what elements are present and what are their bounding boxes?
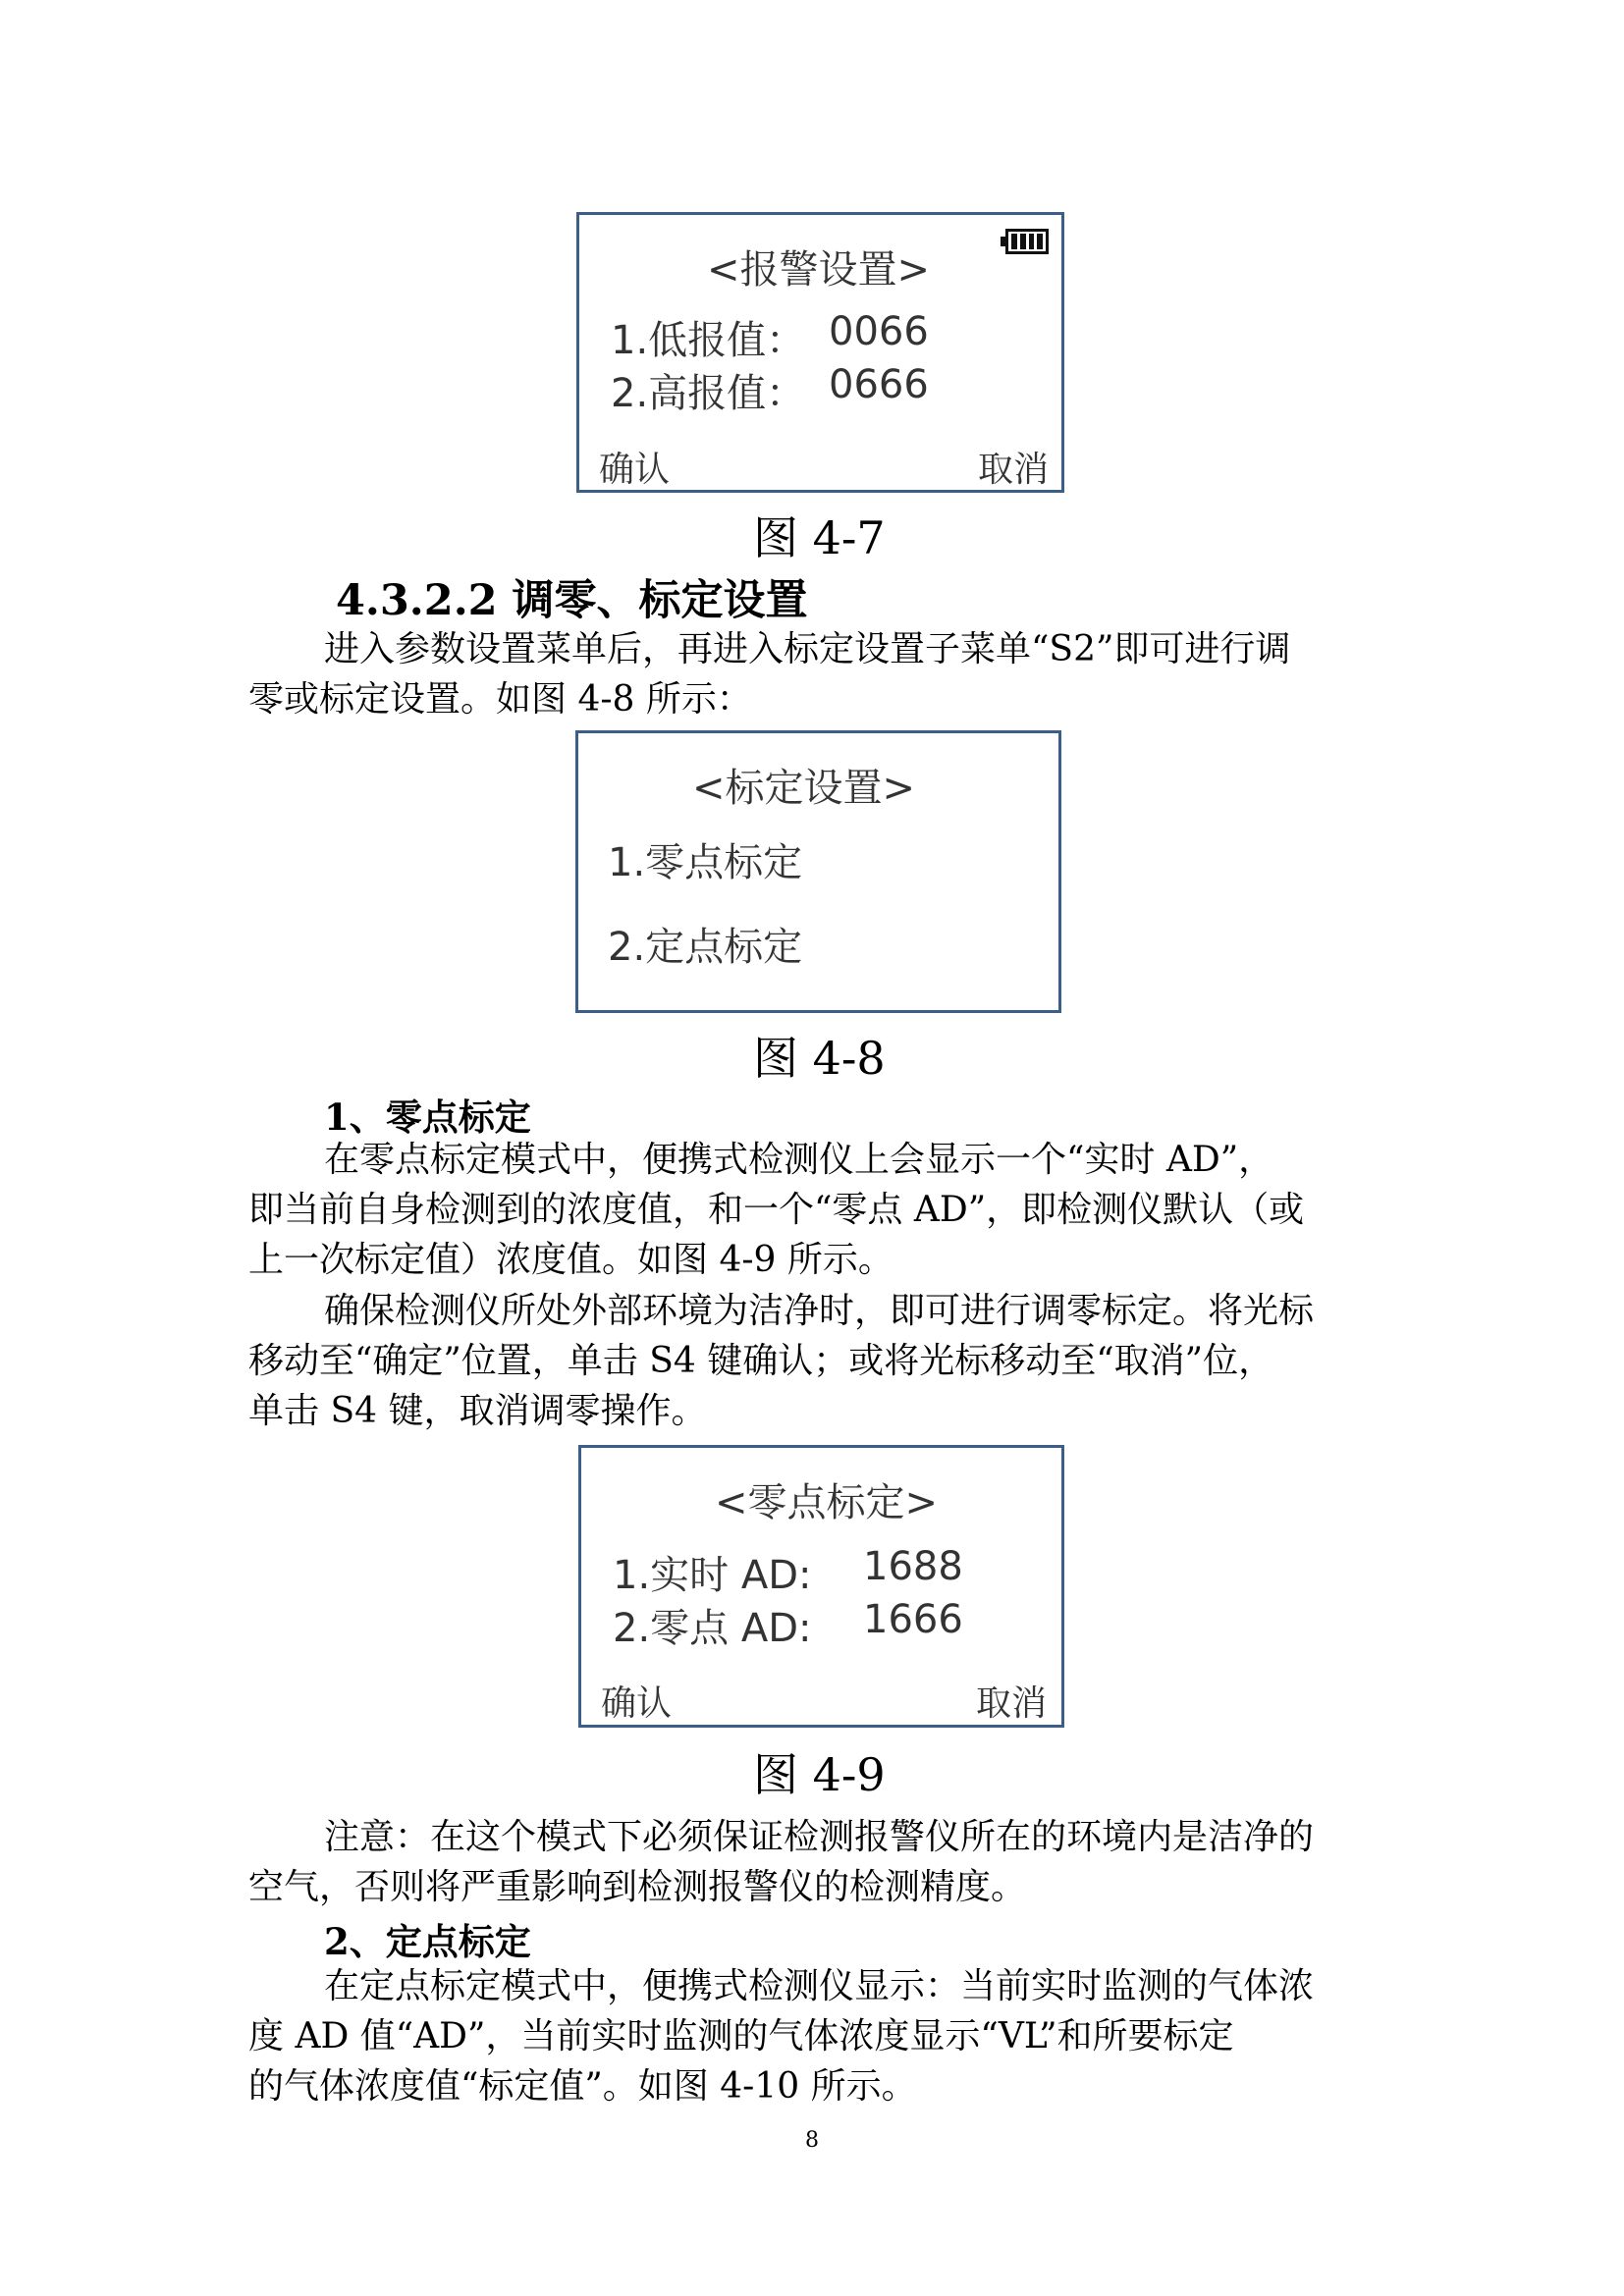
text-line: 度 AD 值“AD”，当前实时监测的气体浓度显示“VL”和所要标定 (248, 2016, 1234, 2056)
figure-caption: 图 4-8 (753, 1032, 886, 1085)
text-line: 单击 S4 键，取消调零操作。 (248, 1391, 707, 1431)
screen-title: <标定设置> (692, 766, 916, 811)
zero-ad-value: 1666 (863, 1597, 963, 1642)
subsection-heading: 2、定点标定 (324, 1920, 531, 1963)
high-alarm-label: 2.高报值： (611, 371, 806, 416)
figure-caption: 图 4-9 (753, 1748, 886, 1801)
figure-caption: 图 4-7 (753, 511, 886, 564)
low-alarm-value: 0066 (829, 309, 929, 354)
menu-item-zero-calibration[interactable]: 1.零点标定 (608, 840, 803, 885)
text-line: 移动至“确定”位置，单击 S4 键确认；或将光标移动至“取消”位， (248, 1341, 1274, 1381)
confirm-softkey[interactable]: 确认 (601, 1683, 673, 1724)
text-line: 空气，否则将严重影响到检测报警仪的检测精度。 (248, 1867, 1027, 1907)
menu-item-span-calibration[interactable]: 2.定点标定 (608, 925, 803, 970)
text-line: 即当前自身检测到的浓度值，和一个“零点 AD”，即检测仪默认（或 (248, 1190, 1305, 1230)
realtime-ad-label: 1.实时 AD: (613, 1553, 812, 1598)
span-calibration-paragraph (248, 1961, 1394, 2111)
figure-4-9-screen (578, 1445, 1064, 1728)
battery-full-icon (1005, 229, 1049, 254)
subsection-heading: 1、零点标定 (324, 1095, 531, 1139)
text-line: 注意：在这个模式下必须保证检测报警仪所在的环境内是洁净的 (324, 1817, 1315, 1857)
text-line: 在零点标定模式中，便携式检测仪上会显示一个“实时 AD”， (324, 1140, 1274, 1180)
text-line: 上一次标定值）浓度值。如图 4-9 所示。 (248, 1240, 893, 1280)
figure-4-7-screen (576, 212, 1064, 493)
figure-4-8-screen (575, 730, 1061, 1013)
text-line: 确保检测仪所处外部环境为洁净时，即可进行调零标定。将光标 (324, 1291, 1315, 1331)
text-line: 在定点标定模式中，便携式检测仪显示：当前实时监测的气体浓 (324, 1966, 1315, 2006)
intro-paragraph (248, 624, 1394, 724)
screen-title: <零点标定> (715, 1480, 939, 1525)
page-number: 8 (805, 2128, 819, 2153)
zero-procedure-paragraph (248, 1286, 1394, 1436)
text-line: 零或标定设置。如图 4-8 所示： (248, 679, 752, 720)
confirm-softkey[interactable]: 确认 (599, 450, 671, 490)
cancel-softkey[interactable]: 取消 (976, 1683, 1048, 1724)
low-alarm-label: 1.低报值： (611, 318, 806, 363)
text-line: 进入参数设置菜单后，再进入标定设置子菜单“S2”即可进行调 (324, 629, 1291, 669)
zero-ad-label: 2.零点 AD: (613, 1606, 812, 1651)
realtime-ad-value: 1688 (863, 1544, 963, 1589)
text-line: 的气体浓度值“标定值”。如图 4-10 所示。 (248, 2066, 917, 2107)
screen-title: <报警设置> (707, 247, 931, 293)
cancel-softkey[interactable]: 取消 (978, 450, 1050, 490)
high-alarm-value: 0666 (829, 362, 929, 407)
section-heading: 4.3.2.2 调零、标定设置 (336, 576, 808, 625)
note-paragraph (248, 1812, 1394, 1912)
zero-calibration-paragraph (248, 1135, 1394, 1285)
